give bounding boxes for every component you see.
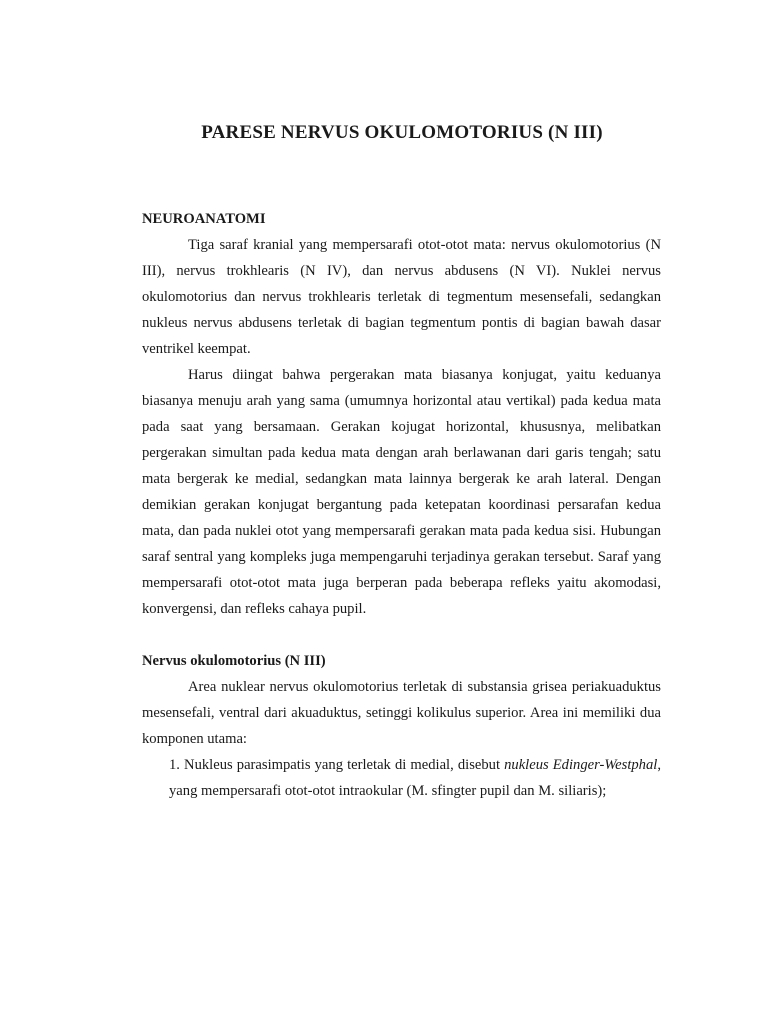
list-item-text: , yang mempersarafi otot-otot intraokular (M. sfingter pupil dan M. siliaris); bbox=[169, 757, 661, 799]
list-item-text: Nukleus parasimpatis yang terletak di medial, disebut bbox=[184, 757, 500, 773]
section-heading-nervus-okulomotorius: Nervus okulomotorius (N III) bbox=[142, 653, 326, 669]
paragraph: Area nuklear nervus okulomotorius terletak di substansia grisea periakuaduktus mesensefali, ventral dari akuaduktus, setinggi kolikulus superior. Area ini memiliki dua komponen utama: bbox=[142, 679, 661, 747]
paragraph: Tiga saraf kranial yang mempersarafi otot-otot mata: nervus okulomotorius (N III), nervus trokhlearis (N IV), dan nervus abdusens (N VI). Nuklei nervus okulomotorius dan nervus trokhlearis terletak di tegmentum mesensefali, sedangkan nukleus nervus abdusens terletak di bagian tegmentum pontis di bagian bawah dasar ventrikel keempat. bbox=[142, 237, 661, 357]
paragraph: Harus diingat bahwa pergerakan mata biasanya konjugat, yaitu keduanya biasanya menuju arah yang sama (umumnya horizontal atau vertikal) pada kedua mata pada saat yang bersamaan. Gerakan kojugat horizontal, khususnya, melibatkan pergerakan simultan pada kedua mata dengan arah berlawanan dari garis tengah; satu mata bergerak ke medial, sedangkan mata lainnya bergerak ke arah lateral. Dengan demikian gerakan konjugat bergantung pada ketepatan koordinasi persarafan kedua mata, dan pada nuklei otot yang mempersarafi gerakan mata pada kedua sisi. Hubungan saraf sentral yang kompleks juga mempengaruhi terjadinya gerakan tersebut. Saraf yang mempersarafi otot-otot mata juga berperan pada beberapa refleks yaitu akomodasi, konvergensi, dan refleks cahaya pupil. bbox=[142, 367, 661, 617]
document-title: PARESE NERVUS OKULOMOTORIUS (N III) bbox=[201, 122, 603, 143]
document-body bbox=[142, 206, 661, 804]
list-item bbox=[169, 752, 661, 804]
list-item-number: 1. bbox=[169, 757, 180, 773]
section-heading-neuroanatomi: NEUROANATOMI bbox=[142, 211, 266, 227]
list-item-italic-term: nukleus Edinger-Westphal bbox=[504, 757, 658, 773]
